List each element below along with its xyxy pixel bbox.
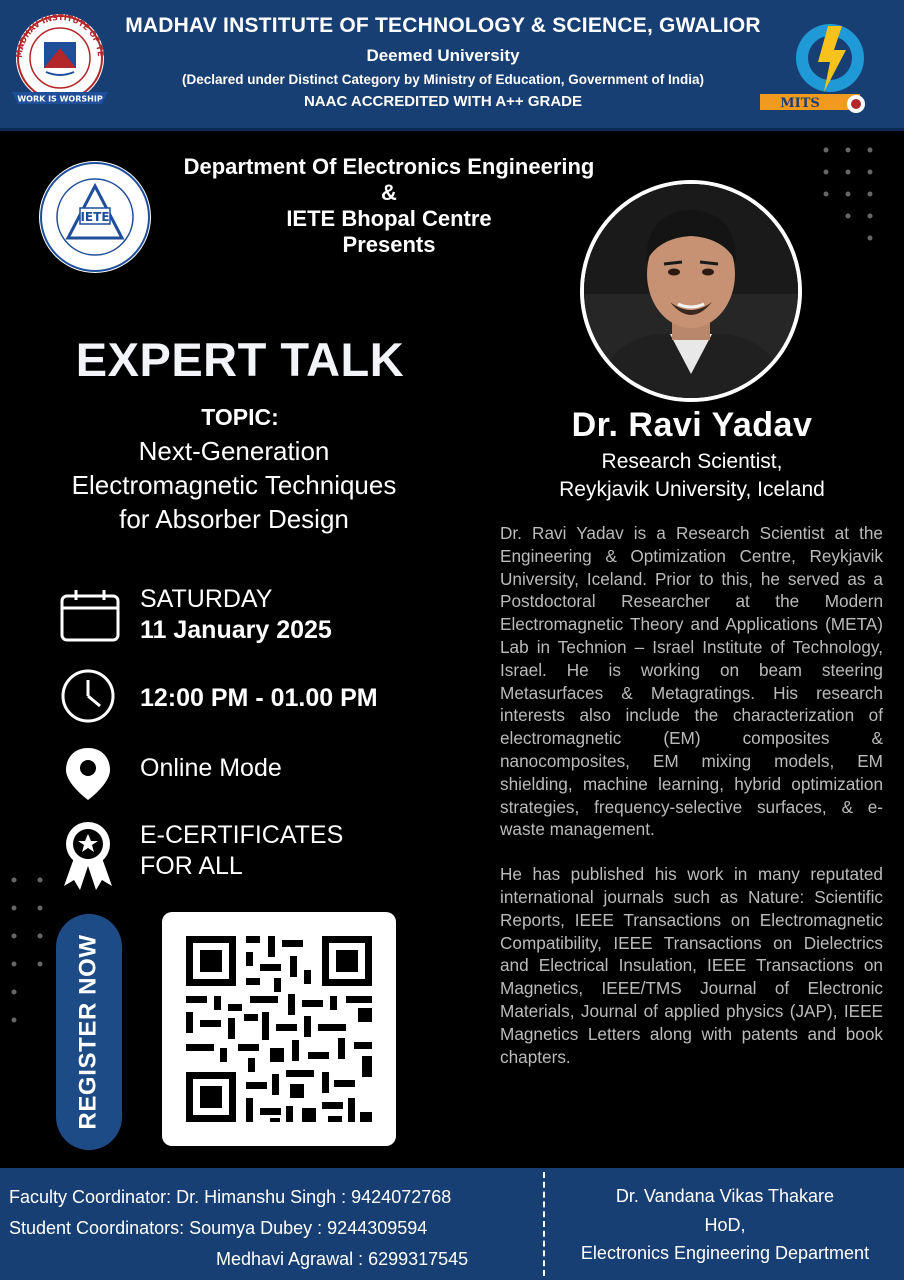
svg-text:MADHAV INSTITUTE OF TECH & SCI: MADHAV INSTITUTE OF TE — [14, 12, 106, 59]
calendar-icon — [58, 584, 122, 648]
iete-logo — [36, 158, 154, 276]
decorative-dot-grid-left — [0, 870, 60, 1070]
mits-logo-text: MITS — [780, 96, 820, 111]
topic-line: Next-Generation — [138, 436, 330, 466]
award-badge-icon — [58, 818, 122, 882]
location-pin-icon — [58, 744, 122, 808]
naac-accreditation: NAAC ACCREDITED WITH A++ GRADE — [303, 93, 583, 110]
topic-title — [20, 434, 448, 536]
clock-icon — [58, 666, 122, 730]
event-date: 11 January 2025 — [140, 616, 332, 644]
student-coordinator: Medhavi Agrawal : 6299317545 — [216, 1249, 469, 1269]
institute-status: Deemed University — [366, 46, 520, 65]
iete-logo-text: IETE — [80, 210, 110, 224]
register-now-label[interactable]: REGISTER NOW — [75, 934, 102, 1130]
footer-divider — [543, 1172, 545, 1276]
event-date-block — [140, 584, 332, 646]
decorative-dot-grid-right — [818, 142, 878, 382]
speaker-role — [500, 448, 884, 504]
topic-line: for Absorber Design — [119, 504, 349, 534]
organizer-iete: IETE Bhopal Centre — [286, 206, 492, 231]
certificate-line: FOR ALL — [140, 852, 243, 880]
hod-block — [546, 1182, 904, 1268]
speaker-bio — [500, 522, 883, 1090]
registration-qr-code[interactable] — [162, 912, 396, 1146]
speaker-role-line: Research Scientist, — [601, 450, 783, 473]
seal-motto: WORK IS WORSHIP — [17, 94, 103, 104]
speaker-photo — [580, 180, 802, 402]
hod-title: HoD, — [704, 1214, 746, 1235]
organizer-department: Department Of Electronics Engineering — [183, 154, 595, 179]
speaker-bio-paragraph: He has published his work in many reputated international journals such as Nature: Scientific Reports, IEEE Transactions on Electromagnetic Compatibility, IEEE Transactions on Dielectrics and Electrical Insulation, IEEE Transactions on Magnetics, IEEE/TMS Journal of Electronic Materials, Journal of applied physics (JAP), IEEE Magnetics Letters along with patents and book chapters. — [500, 864, 883, 1067]
organizer-ampersand: & — [381, 180, 397, 205]
certificate-line: E-CERTIFICATES — [140, 821, 344, 849]
hod-name: Dr. Vandana Vikas Thakare — [615, 1186, 835, 1206]
speaker-name: Dr. Ravi Yadav — [571, 406, 813, 444]
student-coordinator: Student Coordinators: Soumya Dubey : 9244309594 — [9, 1218, 428, 1238]
institute-name: MADHAV INSTITUTE OF TECHNOLOGY & SCIENCE, GWALIOR — [125, 14, 761, 37]
organizer-presents: Presents — [342, 232, 436, 257]
faculty-coordinator: Faculty Coordinator: Dr. Himanshu Singh : 9424072768 — [9, 1187, 452, 1207]
hod-department: Electronics Engineering Department — [580, 1243, 870, 1263]
event-time: 12:00 PM - 01.00 PM — [140, 684, 378, 712]
topic-label: TOPIC: — [201, 404, 279, 430]
organizers-block — [150, 154, 628, 258]
coordinators-block — [9, 1182, 468, 1275]
topic-line: Electromagnetic Techniques — [71, 470, 397, 500]
speaker-affiliation: Reykjavik University, Iceland — [559, 478, 825, 501]
mits-brand-logo — [758, 14, 876, 118]
register-now-label-wrap[interactable] — [56, 914, 122, 1150]
certificate-note — [140, 820, 343, 882]
institute-declaration: (Declared under Distinct Category by Ministry of Education, Government of India) — [181, 72, 705, 87]
header-divider — [0, 128, 904, 131]
event-type-title: EXPERT TALK — [75, 333, 405, 386]
event-day: SATURDAY — [140, 585, 273, 613]
event-mode: Online Mode — [140, 754, 282, 782]
speaker-bio-paragraph: Dr. Ravi Yadav is a Research Scientist at the Engineering & Optimization Centre, Reykjavik University, Iceland. Prior to this, he served as a Postdoctoral Researcher at the Modern Electromagnetic Theory and Applications (META) Lab in Technion – Israel Institute of Technology, Israel. He is working on beam steering Metasurfaces & Metagratings. His research interests also include the characterization of electromagnetic (EM) composites & nanocomposites, EM mixing models, EM shielding, machine learning, hybrid optimization strategies, frequency-selective surfaces, & e-waste management. — [500, 523, 883, 840]
